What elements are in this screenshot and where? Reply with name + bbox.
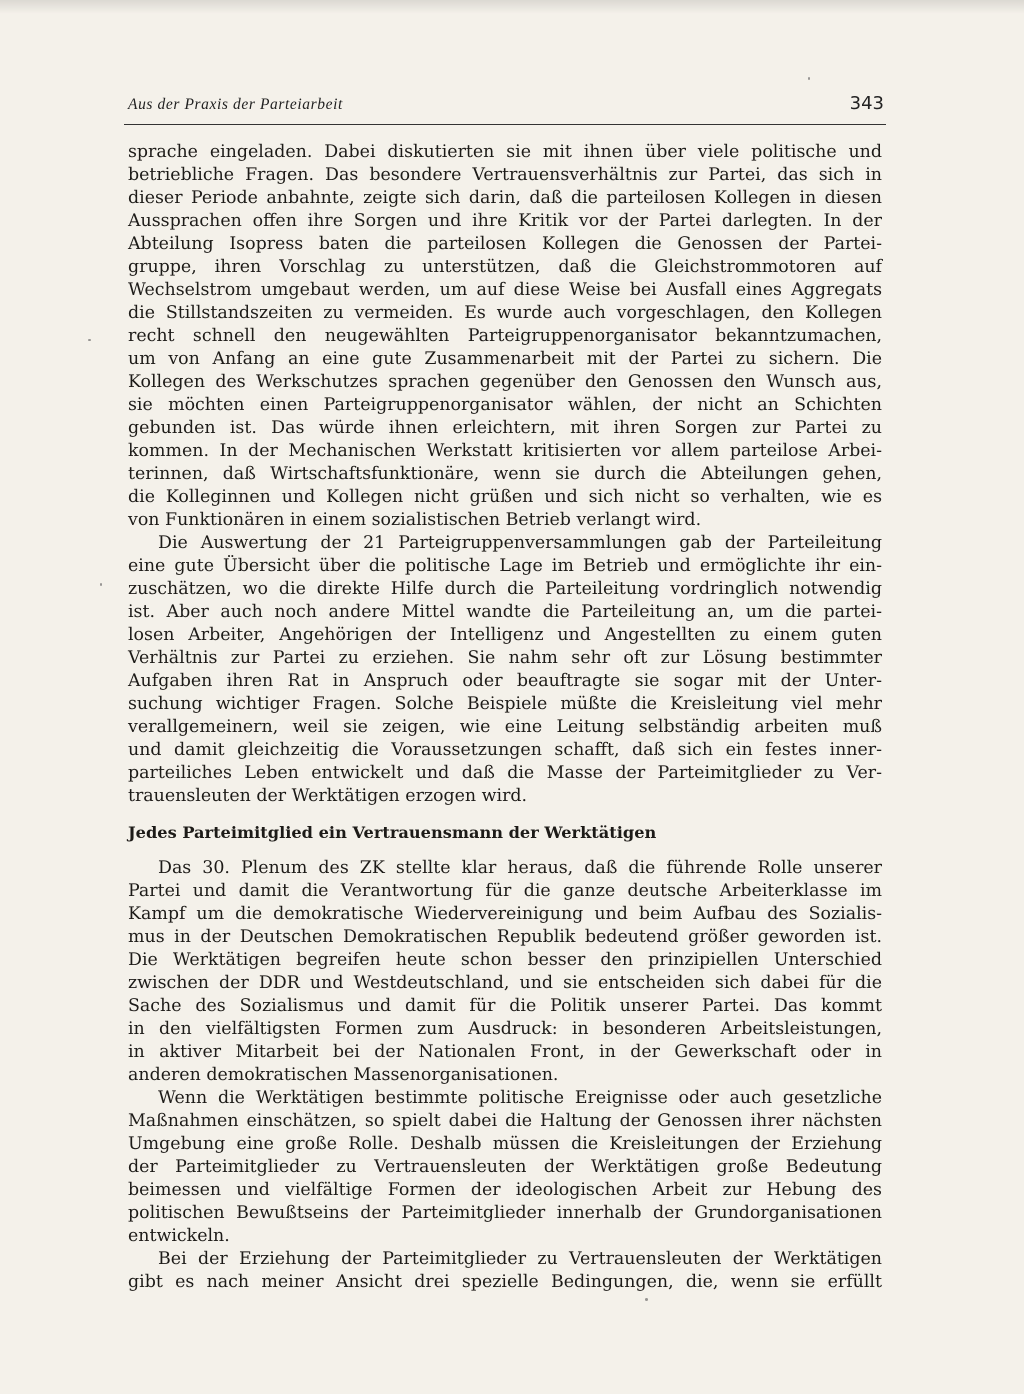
text-line: in den vielfältigsten Formen zum Ausdruck: in besonderen Arbeitsleistungen, [128,1019,882,1039]
text-line: Die Auswertung der 21 Parteigruppenversammlungen gab der Parteileitung [158,533,882,553]
text-line: mus in der Deutschen Demokratischen Republik bedeutend größer geworden ist. [128,927,882,947]
header-rule [124,124,886,125]
scan-speck [100,583,102,586]
text-line: Maßnahmen einschätzen, so spielt dabei die Haltung der Genossen ihrer nächsten [128,1111,882,1131]
text-line: beimessen und vielfältige Formen der ideologischen Arbeit zur Hebung des [128,1180,882,1200]
text-line: die Kolleginnen und Kollegen nicht grüßen und sich nicht so verhalten, wie es [128,487,882,507]
text-line: politischen Bewußtseins der Parteimitglieder innerhalb der Grundorganisationen [128,1203,882,1223]
text-line: suchung wichtiger Fragen. Solche Beispiele müßte die Kreisleitung viel mehr [128,694,882,714]
text-line: Bei der Erziehung der Parteimitglieder zu Vertrauensleuten der Werktätigen [158,1249,882,1269]
text-line: dieser Periode anbahnte, zeigte sich darin, daß die parteilosen Kollegen in diesen [128,188,882,208]
text-line: der Parteimitglieder zu Vertrauensleuten der Werktätigen große Bedeutung [128,1157,882,1177]
text-line: in aktiver Mitarbeit bei der Nationalen Front, in der Gewerkschaft oder in [128,1042,882,1062]
running-title: Aus der Praxis der Parteiarbeit [128,96,343,113]
text-line: Aussprachen offen ihre Sorgen und ihre Kritik vor der Partei darlegten. In der [128,211,882,231]
text-line: Umgebung eine große Rolle. Deshalb müssen die Kreisleitungen der Erziehung [128,1134,882,1154]
text-line: gruppe, ihren Vorschlag zu unterstützen, daß die Gleichstrommotoren auf [128,257,882,277]
text-line: gebunden ist. Das würde ihnen erleichtern, mit ihren Sorgen zur Partei zu [128,418,882,438]
section-heading: Jedes Parteimitglied ein Vertrauensmann der Werktätigen [128,823,657,842]
scan-speck [88,339,91,341]
text-line: Wechselstrom umgebaut werden, um auf diese Weise bei Ausfall eines Aggregats [128,280,882,300]
text-line: Aufgaben ihren Rat in Anspruch oder beauftragte sie sogar mit der Unter- [128,671,882,691]
paragraph [128,857,882,1087]
text-line: sprache eingeladen. Dabei diskutierten sie mit ihnen über viele politische und [128,142,882,162]
text-line: terinnen, daß Wirtschaftsfunktionäre, wenn sie durch die Abteilungen gehen, [128,464,882,484]
scan-speck [808,77,810,80]
text-line: trauensleuten der Werktätigen erzogen wird. [128,786,528,806]
body-text [128,141,882,1294]
text-line: die Stillstandszeiten zu vermeiden. Es wurde auch vorgeschlagen, den Kollegen [128,303,882,323]
text-line: Die Werktätigen begreifen heute schon besser den prinzipiellen Unterschied [128,950,882,970]
text-line: entwickeln. [128,1226,230,1246]
scan-speck [645,1298,648,1301]
text-line: sie möchten einen Parteigruppenorganisator wählen, der nicht an Schichten [128,395,882,415]
text-line: und damit gleichzeitig die Voraussetzungen schafft, daß sich ein festes inner- [128,740,882,760]
text-line: Kampf um die demokratische Wiedervereinigung und beim Aufbau des Sozialis- [128,904,882,924]
text-line: zuschätzen, wo die direkte Hilfe durch die Parteileitung vordringlich notwendig [128,579,882,599]
text-line: losen Arbeiter, Angehörigen der Intelligenz und Angestellten zu einem guten [128,625,882,645]
paragraph [128,532,882,808]
text-line: Partei und damit die Verantwortung für die ganze deutsche Arbeiterklasse im [128,881,882,901]
paragraph [128,141,882,532]
text-line: Kollegen des Werkschutzes sprachen gegenüber den Genossen den Wunsch aus, [128,372,882,392]
text-line: kommen. In der Mechanischen Werkstatt kritisierten vor allem parteilose Arbei- [128,441,882,461]
text-line: ist. Aber auch noch andere Mittel wandte die Parteileitung an, um die partei- [128,602,882,622]
paragraph [128,1087,882,1248]
text-line: recht schnell den neugewählten Parteigruppenorganisator bekanntzumachen, [128,326,882,346]
text-line: Wenn die Werktätigen bestimmte politische Ereignisse oder auch gesetzliche [158,1088,882,1108]
text-line: verallgemeinern, weil sie zeigen, wie eine Leitung selbständig arbeiten muß [128,717,882,737]
text-line: betriebliche Fragen. Das besondere Vertrauensverhältnis zur Partei, das sich in [128,165,882,185]
text-block-before-heading [128,141,882,808]
text-line: eine gute Übersicht über die politische Lage im Betrieb und ermöglichte ihr ein- [128,556,882,576]
text-line: gibt es nach meiner Ansicht drei spezielle Bedingungen, die, wenn sie erfüllt [128,1272,882,1292]
text-line: Abteilung Isopress baten die parteilosen Kollegen die Genossen der Partei- [128,234,882,254]
text-line: anderen demokratischen Massenorganisationen. [128,1065,559,1085]
text-line: von Funktionären in einem sozialistischen Betrieb verlangt wird. [128,510,702,530]
paragraph [128,1248,882,1294]
text-block-after-heading [128,857,882,1294]
text-line: Sache des Sozialismus und damit für die Politik unserer Partei. Das kommt [128,996,882,1016]
text-line: um von Anfang an eine gute Zusammenarbeit mit der Partei zu sichern. Die [128,349,882,369]
text-line: Das 30. Plenum des ZK stellte klar heraus, daß die führende Rolle unserer [158,858,882,878]
text-line: parteiliches Leben entwickelt und daß die Masse der Parteimitglieder zu Ver- [128,763,882,783]
text-line: Verhältnis zur Partei zu erziehen. Sie nahm sehr oft zur Lösung bestimmter [128,648,882,668]
page-number: 343 [849,93,884,114]
running-header [128,93,884,121]
text-line: zwischen der DDR und Westdeutschland, und sie entscheiden sich dabei für die [128,973,882,993]
